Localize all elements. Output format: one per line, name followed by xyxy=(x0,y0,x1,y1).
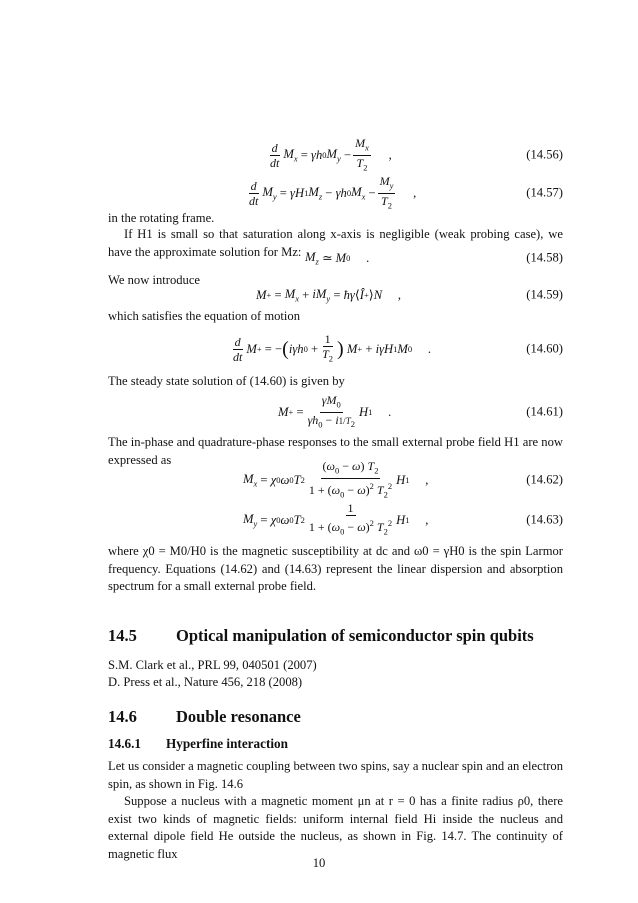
text-rotating-frame: in the rotating frame. xyxy=(108,211,215,225)
text-steady-state: The steady state solution of (14.60) is given by xyxy=(108,374,345,388)
equation-number: (14.57) xyxy=(526,185,563,200)
paragraph-susceptibility: where χ0 = M0/H0 is the magnetic susceptibility at dc and ω0 = γH0 is the spin Larmor frequency. Equations (14.62) and (14.63) represent the linear dispersion and absorption spectrum for a small external probe field. xyxy=(108,544,563,593)
text-which-satisfies: which satisfies the equation of motion xyxy=(108,309,301,323)
equation-number: (14.60) xyxy=(526,341,563,356)
equation-14-56: $\frac{d}{dt}$ $M_x$ = γh 0 $M_y$ − $\frac{M_x}{T_2}$ , (14.56) xyxy=(270,136,563,172)
paragraph-magnetic-coupling: Let us consider a magnetic coupling between two spins, say a nuclear spin and an electron spin, as shown in Fig. 14.6 xyxy=(108,759,563,791)
section-heading-14-6: 14.6 Double resonance xyxy=(108,707,301,726)
equation-14-60: $\frac{d}{dt}$ M + = − ( iγh 0 + $\frac{1}{T_2}$ ) M + + iγH 1 M 0 . (14.60) xyxy=(233,332,563,364)
paragraph-weak-probing: If H1 is small so that saturation along x-axis is negligible (weak probing case), we have the approximate solution for Mz: xyxy=(108,227,563,259)
equation-14-62: $M_x$ = χ 0 ω 0 T 2 $\frac{(\omega_0 - \omega) T_2}{1 + (\omega_0 - \omega)^2 T_2^2}$ H 1 , (14.62) xyxy=(243,459,563,499)
reference-clark: S.M. Clark et al., PRL 99, 040501 (2007) xyxy=(108,658,317,672)
equation-number: (14.56) xyxy=(526,147,563,162)
page-number: 10 xyxy=(312,856,326,870)
text-we-now-introduce: We now introduce xyxy=(108,273,201,287)
equation-14-63: $M_y$ = χ 0 ω 0 T 2 $\frac{1}{1 + (\omega_0 - \omega)^2 T_2^2}$ H 1 , (14.63) xyxy=(243,501,563,537)
equation-number: (14.63) xyxy=(526,512,563,527)
equation-14-61: M + = $\frac{\gamma M_0}{\gamma h_0 - i1/T_2}$ H 1 . (14.61) xyxy=(278,393,563,429)
reference-press: D. Press et al., Nature 456, 218 (2008) xyxy=(108,675,303,689)
equation-number: (14.58) xyxy=(526,250,563,265)
equation-14-58: $M_z$ ≃ M 0 . (14.58) xyxy=(305,249,563,267)
section-heading-14-5: 14.5 Optical manipulation of semiconductor spin qubits xyxy=(108,626,534,645)
equation-number: (14.62) xyxy=(526,472,563,487)
equation-14-59: M + = $M_x$ + $iM_y$ = ħγ ⟨ Î + ⟩ N , (14.59) xyxy=(256,286,563,304)
equation-number: (14.61) xyxy=(526,404,563,419)
equation-14-57: $\frac{d}{dt}$ $M_y$ = γH 1 $M_z$ − γh 0 $M_x$ − $\frac{M_y}{T_2}$ , (14.57) xyxy=(249,174,563,210)
paragraph-inphase: The in-phase and quadrature-phase responses to the small external probe field H1 are now expressed as xyxy=(108,435,563,467)
paragraph-nucleus-fields: Suppose a nucleus with a magnetic moment μn at r = 0 has a finite radius ρ0, there exist two kinds of magnetic fields: uniform internal field Hi inside the nucleus and external dipole field He outside the nucleus, as shown in Fig. 14.7. The continuity of magnetic flux xyxy=(108,794,563,861)
subsection-heading-14-6-1: 14.6.1 Hyperfine interaction xyxy=(108,736,288,751)
equation-number: (14.59) xyxy=(526,287,563,302)
